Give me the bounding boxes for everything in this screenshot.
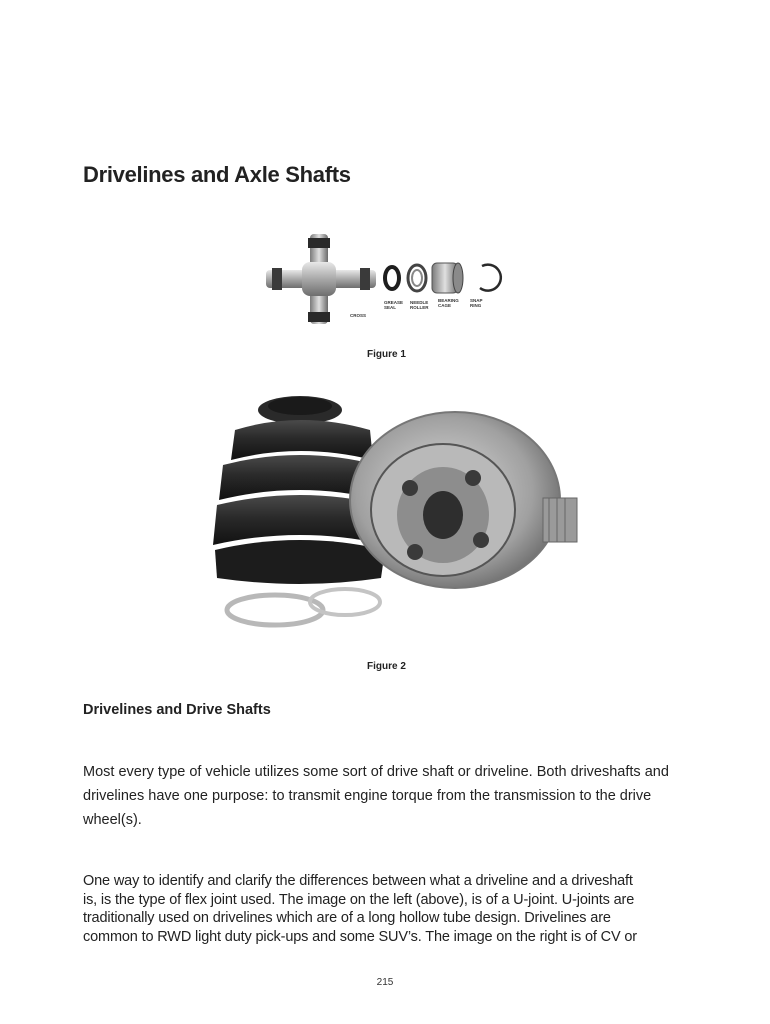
cross-part — [266, 234, 376, 324]
needle-roller-part — [408, 265, 426, 291]
page-title: Drivelines and Axle Shafts — [83, 162, 351, 187]
paragraph-2-line: traditionally used on drivelines which are of a long hollow tube design. Drivelines are — [83, 910, 611, 926]
figure2-caption: Figure 2 — [367, 661, 406, 672]
paragraph-1-text: Most every type of vehicle utilizes some sort of drive shaft or driveline. Both driveshafts and drivelines have one purpose: to transmit engine torque from the transmission to the drive wheel(s). — [83, 764, 669, 828]
grease-seal-part — [385, 267, 399, 289]
snap-ring-part — [480, 265, 501, 291]
label-cross: CROSS — [350, 313, 367, 318]
label-snap-ring: SNAP RING — [470, 298, 483, 308]
paragraph-2-line: is, is the type of flex joint used. The image on the left (above), is of a U-joint. U-joints are — [83, 891, 635, 908]
cv-housing — [350, 412, 577, 588]
paragraph-2-line: common to RWD light duty pick-ups and some SUV’s. The image on the right is of CV or — [83, 928, 637, 945]
paragraph-2-line: One way to identify and clarify the differences between what a driveline and a driveshaft — [83, 873, 633, 889]
paragraph-2 — [83, 872, 698, 946]
section-heading: Drivelines and Drive Shafts — [83, 702, 271, 718]
u-joint-figure — [262, 228, 512, 328]
label-grease-seal: GREASE SEAL — [384, 300, 404, 310]
label-needle-roller: NEEDLE ROLLER — [410, 300, 429, 310]
clamp-rings — [227, 589, 380, 625]
label-bearing-cage: BEARING CAGE — [438, 298, 459, 308]
paragraph-1 — [83, 760, 693, 832]
cv-joint-figure — [205, 380, 585, 655]
figure1-caption: Figure 1 — [367, 349, 406, 360]
page-number: 215 — [376, 977, 394, 988]
bearing-cage-part — [432, 263, 463, 293]
